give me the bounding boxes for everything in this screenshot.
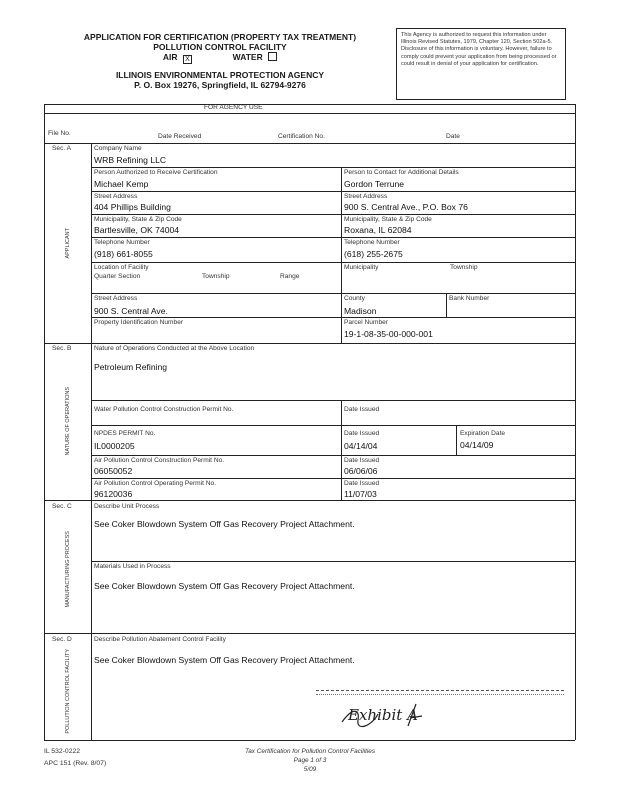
air-oper-date-value[interactable]: 11/07/03: [344, 489, 377, 499]
township-label: Township: [202, 273, 230, 280]
person-contact-value[interactable]: Gordon Terrune: [344, 179, 405, 189]
phone-label-right: Telephone Number: [344, 239, 400, 246]
unit-process-value[interactable]: See Coker Blowdown System Off Gas Recovery Project Attachment.: [94, 519, 355, 529]
county-value[interactable]: Madison: [344, 306, 377, 316]
air-label: AIR: [162, 52, 178, 62]
date-received-label: Date Received: [158, 133, 202, 140]
air-oper-label: Air Pollution Control Operating Permit No.: [94, 480, 217, 487]
phone-label-left: Telephone Number: [94, 239, 150, 246]
pcf-value[interactable]: See Coker Blowdown System Off Gas Recovery Project Attachment.: [94, 655, 355, 665]
municipality-label: Municipality: [344, 264, 379, 271]
water-label: WATER: [232, 52, 263, 62]
form-title: APPLICATION FOR CERTIFICATION (PROPERTY TAX TREATMENT): [83, 32, 357, 42]
bank-number-label: Bank Number: [449, 295, 490, 302]
npdes-date-label: Date Issued: [344, 430, 380, 437]
pcf-label: Describe Pollution Abatement Control Facility: [94, 636, 226, 643]
nature-ops-value[interactable]: Petroleum Refining: [94, 362, 168, 372]
facility-street-label: Street Address: [94, 295, 138, 302]
form-subtitle: POLLUTION CONTROL FACILITY: [153, 42, 287, 52]
muni-label-right: Municipality, State & Zip Code: [344, 216, 432, 223]
township-label-right: Township: [450, 264, 478, 271]
file-no-label: File No.: [48, 130, 71, 137]
form-revision: APC 151 (Rev. 8/07): [44, 760, 107, 767]
form-number: IL 532-0222: [44, 748, 81, 755]
facility-street-value[interactable]: 900 S. Central Ave.: [94, 306, 168, 316]
sec-d-side-label: POLLUTION CONTROL FACILITY: [64, 648, 71, 734]
water-checkbox[interactable]: [268, 52, 277, 61]
expiration-value[interactable]: 04/14/09: [460, 440, 494, 450]
footer-date: 5/09: [303, 766, 317, 773]
air-const-date-value[interactable]: 06/06/06: [344, 466, 378, 476]
footer-title: Tax Certification for Pollution Control Facilities: [244, 748, 376, 755]
property-id-label: Property Identification Number: [94, 319, 184, 326]
materials-value[interactable]: See Coker Blowdown System Off Gas Recovery Project Attachment.: [94, 581, 355, 591]
npdes-value[interactable]: IL0000205: [94, 441, 135, 451]
muni-value-left[interactable]: Bartlesville, OK 74004: [94, 225, 180, 235]
company-name-label: Company Name: [94, 145, 142, 152]
street-value-left[interactable]: 404 Phillips Building: [94, 202, 171, 212]
sec-a-tag: Sec. A: [52, 145, 72, 152]
agency-date-label: Date: [446, 133, 460, 140]
air-const-value[interactable]: 06050052: [94, 466, 133, 476]
person-cert-value[interactable]: Michael Kemp: [94, 179, 149, 189]
water-permit-label: Water Pollution Control Construction Permit No.: [94, 406, 234, 413]
media-selection: [30, 52, 410, 64]
parcel-number-label: Parcel Number: [344, 319, 388, 326]
agency-address: P. O. Box 19276, Springfield, IL 62794-9276: [134, 80, 306, 90]
quarter-section-label: Quarter Section: [94, 273, 141, 280]
air-oper-date-label: Date Issued: [344, 480, 380, 487]
county-label: County: [344, 295, 365, 302]
air-const-date-label: Date Issued: [344, 457, 380, 464]
sec-c-tag: Sec. C: [52, 503, 72, 510]
unit-process-label: Describe Unit Process: [94, 503, 160, 510]
person-cert-label: Person Authorized to Receive Certification: [94, 169, 218, 176]
agency-name: ILLINOIS ENVIRONMENTAL PROTECTION AGENCY: [115, 70, 325, 80]
phone-value-right[interactable]: (618) 255-2675: [344, 249, 403, 259]
water-permit-date-label: Date Issued: [344, 406, 380, 413]
person-contact-label: Person to Contact for Additional Details: [344, 169, 459, 176]
sec-d-tag: Sec. D: [52, 636, 72, 643]
phone-value-left[interactable]: (918) 661-8055: [94, 249, 153, 259]
page-indicator: Page 1 of 3: [293, 757, 327, 764]
sec-a-side-label: APPLICANT: [64, 227, 71, 259]
range-label: Range: [280, 273, 300, 280]
parcel-number-value[interactable]: 19-1-08-35-00-000-001: [344, 329, 433, 339]
street-label-left: Street Address: [94, 193, 138, 200]
location-label: Location of Facility: [94, 264, 149, 271]
sec-b-side-label: NATURE OF OPERATIONS: [64, 386, 71, 456]
street-value-right[interactable]: 900 S. Central Ave., P.O. Box 76: [344, 202, 468, 212]
exhibit-label: Exhibit A: [348, 706, 418, 724]
npdes-date-value[interactable]: 04/14/04: [344, 441, 378, 451]
street-label-right: Street Address: [344, 193, 388, 200]
expiration-label: Expiration Date: [460, 430, 506, 437]
materials-label: Materials Used in Process: [94, 563, 171, 570]
muni-label-left: Municipality, State & Zip Code: [94, 216, 182, 223]
company-name-value[interactable]: WRB Refining LLC: [94, 155, 167, 165]
air-const-label: Air Pollution Control Construction Permit No.: [94, 457, 225, 464]
nature-ops-label: Nature of Operations Conducted at the Above Location: [94, 345, 255, 352]
air-oper-value[interactable]: 96120036: [94, 489, 133, 499]
certification-no-label: Certification No.: [278, 133, 325, 140]
npdes-label: NPDES PERMIT No.: [94, 430, 156, 437]
muni-value-right[interactable]: Roxana, IL 62084: [344, 225, 412, 235]
agency-use-heading: FOR AGENCY USE: [204, 104, 263, 111]
disclosure-notice: This Agency is authorized to request this information under Illinois Revised Statutes, 1979, Chapter 120, Section 502a-5. Disclosure of this information is voluntary. However, failure to comply could prevent your application from being processed or could result in denial of your application for certification.: [396, 28, 566, 100]
sec-c-side-label: MANUFACTURING PROCESS: [64, 531, 71, 608]
air-checkbox[interactable]: X: [183, 55, 192, 64]
sec-b-tag: Sec. B: [52, 345, 72, 352]
